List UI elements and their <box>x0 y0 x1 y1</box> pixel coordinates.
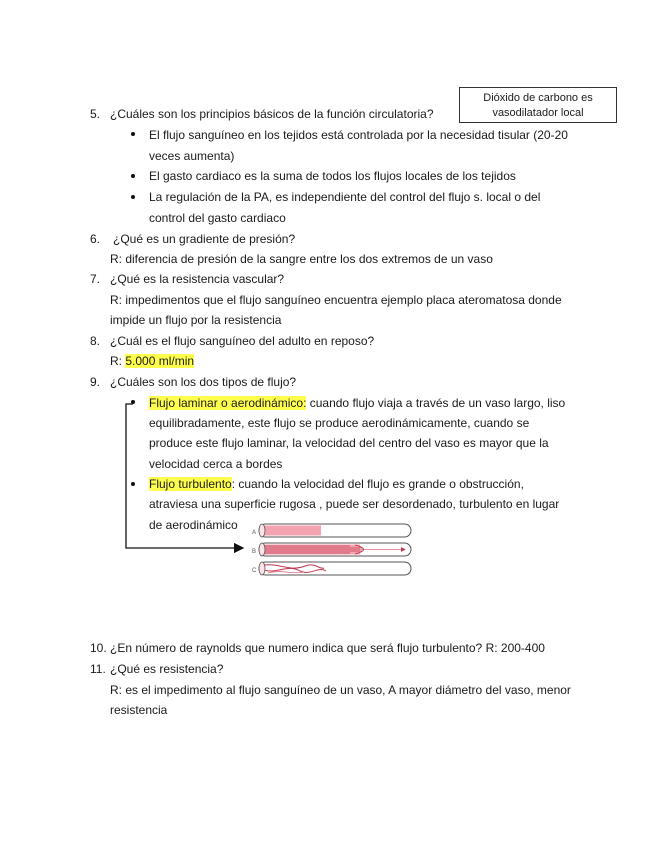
vessel-label-c: C <box>252 568 257 574</box>
question-5-bullet-1-line-1: El flujo sanguíneo en los tejidos está controlada por la necesidad tisular (20-20 <box>149 128 568 142</box>
question-5-number: 5. <box>90 107 101 121</box>
question-11-answer-line-1: R: es el impedimento al flujo sanguíneo de un vaso, A mayor diámetro del vaso, menor <box>110 683 571 697</box>
question-7-answer-line-2: impide un flujo por la resistencia <box>110 313 282 327</box>
laminar-flow-line-3: produce este flujo laminar, la velocidad del centro del vaso es mayor que la <box>149 436 549 450</box>
turbulent-flow-line-3: de aerodinámico <box>149 518 238 532</box>
question-7-number: 7. <box>90 272 101 286</box>
question-9-number: 9. <box>90 375 101 389</box>
question-6-text: ¿Qué es un gradiente de presión? <box>113 232 296 246</box>
question-8-number: 8. <box>90 334 101 348</box>
question-8-answer-value: 5.000 ml/min <box>125 354 195 368</box>
vessel-turbulent <box>259 562 411 575</box>
vessel-label-b: B <box>252 549 257 555</box>
laminar-flow-desc-1: cuando flujo viaja a través de un vaso largo, liso <box>306 396 566 410</box>
question-8-answer-prefix: R: <box>110 354 126 368</box>
callout-line-1: Dióxido de carbono es <box>483 92 593 104</box>
vessel-parabolic <box>259 543 411 556</box>
question-8-text: ¿Cuál es el flujo sanguíneo del adulto en reposo? <box>110 334 375 348</box>
question-11-number: 11. <box>90 662 106 676</box>
question-5-bullet-3-line-1: La regulación de la PA, es independiente del control del flujo s. local o del <box>149 190 541 204</box>
turbulent-flow-line-2: atraviesa una superficie rugosa , puede ser desordenado, turbulento en lugar <box>149 497 560 511</box>
question-5-bullet-2: El gasto cardiaco es la suma de todos los flujos locales de los tejidos <box>149 169 516 183</box>
question-6-answer: R: diferencia de presión de la sangre entre los dos extremos de un vaso <box>110 252 493 266</box>
laminar-flow-line-2: equilibradamente, este flujo se produce aerodinámicamente, cuando se <box>149 416 530 430</box>
callout-line-2: vasodilatador local <box>492 107 584 119</box>
question-5-bullet-3-line-2: control del gasto cardiaco <box>149 211 286 225</box>
turbulent-flow-desc-1: : cuando la velocidad del flujo es grande o obstrucción, <box>231 477 524 491</box>
question-7-answer-line-1: R: impedimentos que el flujo sanguíneo encuentra ejemplo placa ateromatosa donde <box>110 293 562 307</box>
laminar-flow-term: Flujo laminar o aerodinámico: <box>149 396 307 410</box>
question-5-text: ¿Cuáles son los principios básicos de la función circulatoria? <box>110 107 434 121</box>
question-7-text: ¿Qué es la resistencia vascular? <box>110 272 285 286</box>
laminar-flow-line-4: velocidad cerca a bordes <box>149 457 283 471</box>
question-11-answer-line-2: resistencia <box>110 703 168 717</box>
question-9-text: ¿Cuáles son los dos tipos de flujo? <box>110 375 297 389</box>
question-10-text: ¿En número de raynolds que numero indica que será flujo turbulento? R: 200-400 <box>110 641 545 655</box>
question-5-bullet-1-line-2: veces aumenta) <box>149 149 235 163</box>
vessel-laminar <box>259 524 411 537</box>
vessel-label-a: A <box>252 530 257 536</box>
question-10-number: 10. <box>90 641 107 655</box>
connector-arrow <box>126 404 243 548</box>
question-6-number: 6. <box>90 232 101 246</box>
question-11-text: ¿Qué es resistencia? <box>110 662 224 676</box>
turbulent-flow-term: Flujo turbulento <box>149 477 232 491</box>
